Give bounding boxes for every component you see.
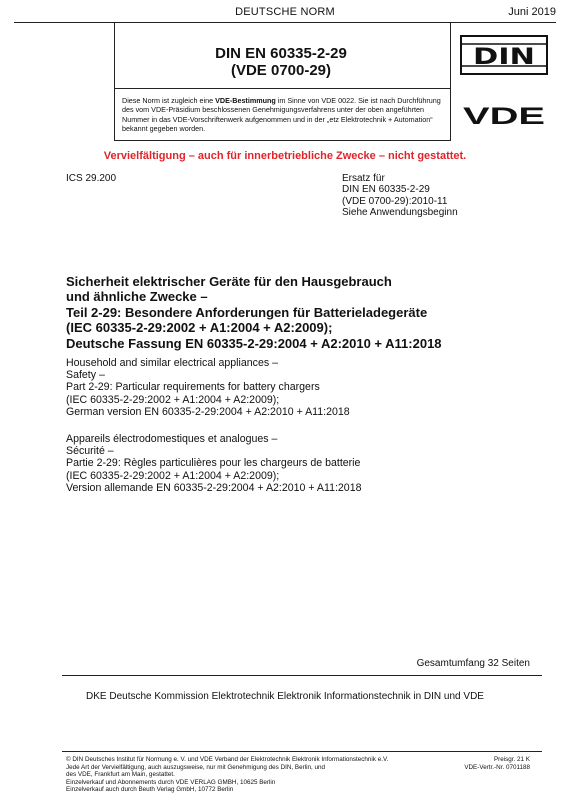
title-block-middle-rule <box>114 88 451 89</box>
title-english-line: (IEC 60335-2-29:2002 + A1:2004 + A2:2009); <box>66 393 280 406</box>
vde-regulation-notice <box>122 96 444 134</box>
vde-order-number: VDE-Vertr.-Nr. 0701188 <box>464 763 530 771</box>
title-german-line: Teil 2-29: Besondere Anforderungen für Batterieladegeräte <box>66 304 428 320</box>
title-german-line: Sicherheit elektrischer Geräte für den Hausgebrauch <box>66 274 392 289</box>
title-english <box>66 357 536 418</box>
title-french-line: Version allemande EN 60335-2-29:2004 + A2:2010 + A11:2018 <box>66 481 362 494</box>
title-french-line: Appareils électrodomestiques et analogues – <box>66 433 278 445</box>
replacement-line: (VDE 0700-29):2010-11 <box>342 195 448 207</box>
footer-line: Einzelverkauf auch durch Beuth Verlag GmbH, 10772 Berlin <box>66 786 234 794</box>
title-french <box>66 433 536 494</box>
standard-number: DIN EN 60335-2-29 <box>215 45 347 62</box>
reproduction-notice: Vervielfältigung – auch für innerbetriebliche Zwecke – nicht gestattet. <box>103 150 467 162</box>
title-french-line: (IEC 60335-2-29:2002 + A1:2004 + A2:2009); <box>66 469 280 482</box>
footer-line: Einzelverkauf und Abonnements durch VDE VERLAG GMBH, 10625 Berlin <box>66 778 276 786</box>
din-logo-text: DIN <box>473 45 535 70</box>
publication-date: Juni 2019 <box>508 6 556 18</box>
notice-text-end: im Sinne von VDE 0022. Sie ist nach Durchführung des vom VDE-Präsidium beschlossenen Genehmigungsverfahrens unter der oben angeführten Nummer in das VDE-Vorschriftenwerk aufgenommen und in der „etz Elektrotechnik + Automation“ bekannt gegeben worden. <box>122 96 441 134</box>
dke-top-rule <box>62 675 542 676</box>
notice-text-start: Diese Norm ist zugleich eine <box>122 96 216 105</box>
title-english-line: Part 2-29: Particular requirements for battery chargers <box>66 381 320 394</box>
replacement-info <box>342 173 458 219</box>
notice-bold-term: VDE-Bestimmung <box>215 96 276 105</box>
replacement-line: Siehe Anwendungsbeginn <box>342 207 458 219</box>
replacement-line: DIN EN 60335-2-29 <box>342 184 430 196</box>
title-block-right-rule <box>450 22 451 140</box>
vde-number: (VDE 0700-29) <box>230 62 332 79</box>
title-block-left-rule <box>114 22 115 140</box>
copyright-footer <box>66 756 426 794</box>
title-block-bottom-rule <box>114 140 451 141</box>
title-german-line: und ähnliche Zwecke – <box>66 289 208 305</box>
title-german <box>66 274 536 351</box>
dke-committee: DKE Deutsche Kommission Elektrotechnik Elektronik Informationstechnik in DIN und VDE <box>86 691 484 702</box>
standard-number-block <box>118 45 444 79</box>
title-english-line: Household and similar electrical appliances – <box>66 357 278 369</box>
title-french-line: Partie 2-29: Règles particulières pour les chargeurs de batterie <box>66 457 361 470</box>
footer-line: des VDE, Frankfurt am Main, gestattet. <box>66 771 175 779</box>
din-logo <box>460 35 548 75</box>
total-pages: Gesamtumfang 32 Seiten <box>416 658 530 669</box>
ics-code: ICS 29.200 <box>66 173 117 184</box>
header-rule <box>14 22 556 23</box>
vde-logo <box>460 102 548 128</box>
title-english-line: German version EN 60335-2-29:2004 + A2:2010 + A11:2018 <box>66 405 350 418</box>
vde-logo-text: VDE <box>463 103 545 128</box>
replacement-line: Ersatz für <box>342 173 385 184</box>
title-english-line: Safety – <box>66 369 105 382</box>
price-info <box>464 756 530 771</box>
price-group: Preisgr. 21 K <box>493 756 530 763</box>
footer-line: Jede Art der Vervielfältigung, auch auszugsweise, nur mit Genehmigung des DIN, Berlin, und <box>66 763 326 771</box>
title-french-line: Sécurité – <box>66 445 114 458</box>
footer-rule <box>62 751 542 752</box>
title-german-line: Deutsche Fassung EN 60335-2-29:2004 + A2:2010 + A11:2018 <box>66 335 442 351</box>
title-german-line: (IEC 60335-2-29:2002 + A1:2004 + A2:2009); <box>66 320 333 336</box>
document-type-header: DEUTSCHE NORM <box>235 6 335 18</box>
footer-line: © DIN Deutsches Institut für Normung e. V. und VDE Verband der Elektrotechnik Elektronik Informationstechnik e.V. <box>66 756 389 763</box>
